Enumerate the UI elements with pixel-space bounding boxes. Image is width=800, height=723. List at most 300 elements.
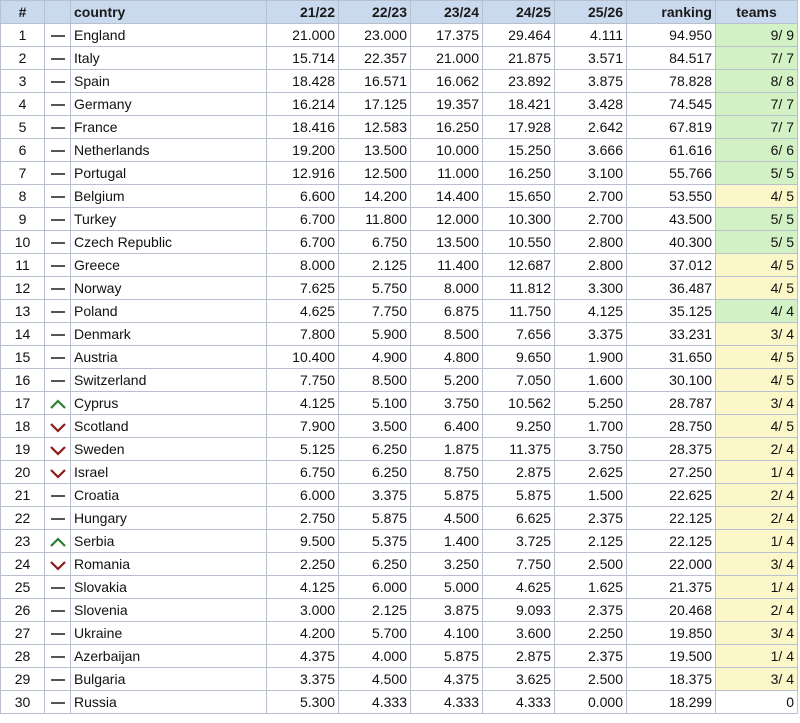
- teams-cell: 4/ 5: [716, 185, 798, 208]
- ranking-cell: 18.375: [627, 668, 716, 691]
- country-name-cell[interactable]: Serbia: [71, 530, 267, 553]
- rank-number-cell: 19: [1, 438, 45, 461]
- trend-cell: [45, 553, 71, 576]
- country-name-cell[interactable]: Hungary: [71, 507, 267, 530]
- teams-cell: 2/ 4: [716, 484, 798, 507]
- country-name-cell[interactable]: Bulgaria: [71, 668, 267, 691]
- season-21-22-cell: 4.125: [267, 392, 339, 415]
- rank-number-cell: 16: [1, 369, 45, 392]
- trend-unchanged-icon: [49, 30, 67, 42]
- trend-cell: [45, 323, 71, 346]
- ranking-cell: 18.299: [627, 691, 716, 714]
- teams-cell: 7/ 7: [716, 116, 798, 139]
- season-25-26-cell: 2.375: [555, 599, 627, 622]
- season-24-25-cell: 10.300: [483, 208, 555, 231]
- season-24-25-cell: 9.093: [483, 599, 555, 622]
- country-name-cell[interactable]: France: [71, 116, 267, 139]
- season-24-25-cell: 15.250: [483, 139, 555, 162]
- table-row[interactable]: [1, 93, 798, 116]
- country-name-cell[interactable]: Croatia: [71, 484, 267, 507]
- teams-cell: 3/ 4: [716, 392, 798, 415]
- ranking-cell: 28.375: [627, 438, 716, 461]
- ranking-cell: 36.487: [627, 277, 716, 300]
- trend-unchanged-icon: [49, 76, 67, 88]
- season-23-24-cell: 16.062: [411, 70, 483, 93]
- country-name-cell[interactable]: Switzerland: [71, 369, 267, 392]
- season-25-26-cell: 3.428: [555, 93, 627, 116]
- table-row[interactable]: [1, 162, 798, 185]
- country-name-cell[interactable]: Denmark: [71, 323, 267, 346]
- header-ranking[interactable]: ranking: [627, 1, 716, 24]
- season-23-24-cell: 3.875: [411, 599, 483, 622]
- season-23-24-cell: 21.000: [411, 47, 483, 70]
- trend-unchanged-icon: [49, 513, 67, 525]
- season-24-25-cell: 6.625: [483, 507, 555, 530]
- season-21-22-cell: 4.125: [267, 576, 339, 599]
- ranking-cell: 28.750: [627, 415, 716, 438]
- season-24-25-cell: 18.421: [483, 93, 555, 116]
- table-row[interactable]: [1, 415, 798, 438]
- season-24-25-cell: 3.725: [483, 530, 555, 553]
- trend-down-icon: [49, 559, 67, 571]
- header-season-25-26[interactable]: 25/26: [555, 1, 627, 24]
- rank-number-cell: 20: [1, 461, 45, 484]
- ranking-cell: 21.375: [627, 576, 716, 599]
- trend-unchanged-icon: [49, 168, 67, 180]
- season-22-23-cell: 3.500: [339, 415, 411, 438]
- ranking-cell: 61.616: [627, 139, 716, 162]
- country-name-cell[interactable]: Netherlands: [71, 139, 267, 162]
- teams-cell: 7/ 7: [716, 47, 798, 70]
- rank-number-cell: 9: [1, 208, 45, 231]
- trend-cell: [45, 162, 71, 185]
- season-21-22-cell: 10.400: [267, 346, 339, 369]
- ranking-cell: 28.787: [627, 392, 716, 415]
- season-21-22-cell: 12.916: [267, 162, 339, 185]
- teams-cell: 5/ 5: [716, 162, 798, 185]
- teams-cell: 5/ 5: [716, 208, 798, 231]
- trend-down-icon: [49, 421, 67, 433]
- header-season-22-23[interactable]: 22/23: [339, 1, 411, 24]
- teams-cell: 4/ 5: [716, 346, 798, 369]
- season-21-22-cell: 7.625: [267, 277, 339, 300]
- trend-unchanged-icon: [49, 214, 67, 226]
- trend-cell: [45, 507, 71, 530]
- table-body: [1, 24, 798, 714]
- country-name-cell[interactable]: Czech Republic: [71, 231, 267, 254]
- table-row[interactable]: [1, 668, 798, 691]
- season-24-25-cell: 4.333: [483, 691, 555, 714]
- season-22-23-cell: 2.125: [339, 599, 411, 622]
- season-22-23-cell: 11.800: [339, 208, 411, 231]
- season-21-22-cell: 6.000: [267, 484, 339, 507]
- trend-unchanged-icon: [49, 651, 67, 663]
- table-row[interactable]: [1, 300, 798, 323]
- trend-cell: [45, 530, 71, 553]
- country-name-cell[interactable]: Norway: [71, 277, 267, 300]
- season-22-23-cell: 5.875: [339, 507, 411, 530]
- rank-number-cell: 17: [1, 392, 45, 415]
- rank-number-cell: 13: [1, 300, 45, 323]
- season-25-26-cell: 3.875: [555, 70, 627, 93]
- season-23-24-cell: 5.000: [411, 576, 483, 599]
- rank-number-cell: 3: [1, 70, 45, 93]
- teams-cell: 8/ 8: [716, 70, 798, 93]
- trend-cell: [45, 461, 71, 484]
- season-23-24-cell: 4.800: [411, 346, 483, 369]
- ranking-cell: 19.850: [627, 622, 716, 645]
- season-21-22-cell: 9.500: [267, 530, 339, 553]
- season-25-26-cell: 2.625: [555, 461, 627, 484]
- rank-number-cell: 6: [1, 139, 45, 162]
- teams-cell: 3/ 4: [716, 553, 798, 576]
- trend-unchanged-icon: [49, 605, 67, 617]
- table-row[interactable]: [1, 530, 798, 553]
- ranking-cell: 31.650: [627, 346, 716, 369]
- teams-cell: 4/ 5: [716, 277, 798, 300]
- season-23-24-cell: 5.200: [411, 369, 483, 392]
- teams-cell: 4/ 5: [716, 369, 798, 392]
- season-22-23-cell: 23.000: [339, 24, 411, 47]
- trend-cell: [45, 254, 71, 277]
- table-row[interactable]: [1, 231, 798, 254]
- ranking-cell: 33.231: [627, 323, 716, 346]
- ranking-cell: 84.517: [627, 47, 716, 70]
- season-23-24-cell: 16.250: [411, 116, 483, 139]
- table-row[interactable]: [1, 323, 798, 346]
- trend-cell: [45, 668, 71, 691]
- teams-cell: 1/ 4: [716, 645, 798, 668]
- table-row[interactable]: [1, 645, 798, 668]
- season-24-25-cell: 3.600: [483, 622, 555, 645]
- season-22-23-cell: 12.500: [339, 162, 411, 185]
- country-name-cell[interactable]: Greece: [71, 254, 267, 277]
- country-name-cell[interactable]: Spain: [71, 70, 267, 93]
- trend-cell: [45, 369, 71, 392]
- trend-unchanged-icon: [49, 145, 67, 157]
- table-row[interactable]: [1, 139, 798, 162]
- ranking-cell: 40.300: [627, 231, 716, 254]
- rank-number-cell: 14: [1, 323, 45, 346]
- ranking-cell: 22.125: [627, 530, 716, 553]
- teams-cell: 1/ 4: [716, 461, 798, 484]
- season-23-24-cell: 8.000: [411, 277, 483, 300]
- country-name-cell[interactable]: Russia: [71, 691, 267, 714]
- country-name-cell[interactable]: Cyprus: [71, 392, 267, 415]
- teams-cell: 6/ 6: [716, 139, 798, 162]
- ranking-cell: 22.125: [627, 507, 716, 530]
- rank-number-cell: 27: [1, 622, 45, 645]
- table-row[interactable]: [1, 116, 798, 139]
- season-25-26-cell: 4.111: [555, 24, 627, 47]
- season-22-23-cell: 5.100: [339, 392, 411, 415]
- header-season-21-22[interactable]: 21/22: [267, 1, 339, 24]
- season-22-23-cell: 6.250: [339, 553, 411, 576]
- trend-cell: [45, 47, 71, 70]
- teams-cell: 2/ 4: [716, 599, 798, 622]
- country-name-cell[interactable]: Romania: [71, 553, 267, 576]
- table-row[interactable]: [1, 484, 798, 507]
- rank-number-cell: 24: [1, 553, 45, 576]
- teams-cell: 4/ 5: [716, 415, 798, 438]
- teams-cell: 5/ 5: [716, 231, 798, 254]
- ranking-cell: 35.125: [627, 300, 716, 323]
- trend-unchanged-icon: [49, 53, 67, 65]
- ranking-cell: 20.468: [627, 599, 716, 622]
- season-25-26-cell: 3.666: [555, 139, 627, 162]
- season-25-26-cell: 2.800: [555, 231, 627, 254]
- trend-cell: [45, 691, 71, 714]
- trend-cell: [45, 300, 71, 323]
- trend-cell: [45, 576, 71, 599]
- season-23-24-cell: 14.400: [411, 185, 483, 208]
- season-21-22-cell: 4.625: [267, 300, 339, 323]
- rank-number-cell: 26: [1, 599, 45, 622]
- trend-unchanged-icon: [49, 352, 67, 364]
- country-name-cell[interactable]: Slovenia: [71, 599, 267, 622]
- ranking-cell: 94.950: [627, 24, 716, 47]
- season-24-25-cell: 17.928: [483, 116, 555, 139]
- table-row[interactable]: [1, 254, 798, 277]
- season-24-25-cell: 15.650: [483, 185, 555, 208]
- rank-number-cell: 11: [1, 254, 45, 277]
- season-23-24-cell: 6.400: [411, 415, 483, 438]
- season-22-23-cell: 4.333: [339, 691, 411, 714]
- country-name-cell[interactable]: Sweden: [71, 438, 267, 461]
- season-23-24-cell: 4.333: [411, 691, 483, 714]
- season-21-22-cell: 5.300: [267, 691, 339, 714]
- table-row[interactable]: [1, 691, 798, 714]
- season-25-26-cell: 1.500: [555, 484, 627, 507]
- season-21-22-cell: 16.214: [267, 93, 339, 116]
- season-23-24-cell: 4.100: [411, 622, 483, 645]
- season-22-23-cell: 5.750: [339, 277, 411, 300]
- rank-number-cell: 12: [1, 277, 45, 300]
- season-24-25-cell: 9.250: [483, 415, 555, 438]
- trend-cell: [45, 277, 71, 300]
- season-23-24-cell: 11.400: [411, 254, 483, 277]
- ranking-cell: 22.625: [627, 484, 716, 507]
- country-name-cell[interactable]: Austria: [71, 346, 267, 369]
- trend-cell: [45, 231, 71, 254]
- season-25-26-cell: 3.300: [555, 277, 627, 300]
- season-25-26-cell: 3.750: [555, 438, 627, 461]
- trend-cell: [45, 185, 71, 208]
- season-25-26-cell: 2.375: [555, 507, 627, 530]
- season-23-24-cell: 10.000: [411, 139, 483, 162]
- season-21-22-cell: 21.000: [267, 24, 339, 47]
- season-22-23-cell: 6.750: [339, 231, 411, 254]
- season-21-22-cell: 19.200: [267, 139, 339, 162]
- country-name-cell[interactable]: Israel: [71, 461, 267, 484]
- trend-cell: [45, 24, 71, 47]
- table-row[interactable]: [1, 553, 798, 576]
- season-23-24-cell: 11.000: [411, 162, 483, 185]
- season-24-25-cell: 7.656: [483, 323, 555, 346]
- season-21-22-cell: 6.600: [267, 185, 339, 208]
- header-season-24-25[interactable]: 24/25: [483, 1, 555, 24]
- country-name-cell[interactable]: Germany: [71, 93, 267, 116]
- season-21-22-cell: 15.714: [267, 47, 339, 70]
- trend-up-icon: [49, 398, 67, 410]
- trend-cell: [45, 645, 71, 668]
- header-row: [1, 1, 798, 24]
- season-22-23-cell: 13.500: [339, 139, 411, 162]
- season-23-24-cell: 1.875: [411, 438, 483, 461]
- trend-unchanged-icon: [49, 283, 67, 295]
- trend-cell: [45, 415, 71, 438]
- table-row[interactable]: [1, 507, 798, 530]
- trend-down-icon: [49, 444, 67, 456]
- table-row[interactable]: [1, 346, 798, 369]
- season-22-23-cell: 16.571: [339, 70, 411, 93]
- trend-unchanged-icon: [49, 628, 67, 640]
- season-25-26-cell: 2.500: [555, 668, 627, 691]
- rank-number-cell: 8: [1, 185, 45, 208]
- country-name-cell[interactable]: Portugal: [71, 162, 267, 185]
- season-22-23-cell: 5.700: [339, 622, 411, 645]
- season-25-26-cell: 1.700: [555, 415, 627, 438]
- season-25-26-cell: 2.700: [555, 185, 627, 208]
- teams-cell: 4/ 4: [716, 300, 798, 323]
- season-22-23-cell: 6.000: [339, 576, 411, 599]
- country-name-cell[interactable]: England: [71, 24, 267, 47]
- season-21-22-cell: 7.800: [267, 323, 339, 346]
- trend-unchanged-icon: [49, 697, 67, 709]
- rank-number-cell: 28: [1, 645, 45, 668]
- trend-unchanged-icon: [49, 674, 67, 686]
- header-teams[interactable]: teams: [716, 1, 798, 24]
- country-name-cell[interactable]: Scotland: [71, 415, 267, 438]
- season-21-22-cell: 6.750: [267, 461, 339, 484]
- season-24-25-cell: 9.650: [483, 346, 555, 369]
- header-country[interactable]: country: [71, 1, 267, 24]
- season-25-26-cell: 3.100: [555, 162, 627, 185]
- ranking-cell: 22.000: [627, 553, 716, 576]
- season-24-25-cell: 12.687: [483, 254, 555, 277]
- season-23-24-cell: 4.500: [411, 507, 483, 530]
- season-21-22-cell: 18.416: [267, 116, 339, 139]
- table-row[interactable]: [1, 392, 798, 415]
- season-24-25-cell: 11.812: [483, 277, 555, 300]
- table-row[interactable]: [1, 369, 798, 392]
- season-25-26-cell: 1.600: [555, 369, 627, 392]
- table-row[interactable]: [1, 185, 798, 208]
- teams-cell: 3/ 4: [716, 668, 798, 691]
- season-25-26-cell: 2.250: [555, 622, 627, 645]
- country-name-cell[interactable]: Slovakia: [71, 576, 267, 599]
- ranking-cell: 27.250: [627, 461, 716, 484]
- season-22-23-cell: 5.375: [339, 530, 411, 553]
- teams-cell: 7/ 7: [716, 93, 798, 116]
- table-row[interactable]: [1, 438, 798, 461]
- table-row[interactable]: [1, 47, 798, 70]
- season-25-26-cell: 2.642: [555, 116, 627, 139]
- trend-cell: [45, 484, 71, 507]
- trend-cell: [45, 116, 71, 139]
- season-21-22-cell: 18.428: [267, 70, 339, 93]
- season-23-24-cell: 8.500: [411, 323, 483, 346]
- rank-number-cell: 30: [1, 691, 45, 714]
- ranking-cell: 67.819: [627, 116, 716, 139]
- trend-cell: [45, 93, 71, 116]
- country-name-cell[interactable]: Turkey: [71, 208, 267, 231]
- ranking-cell: 78.828: [627, 70, 716, 93]
- season-24-25-cell: 3.625: [483, 668, 555, 691]
- season-24-25-cell: 11.375: [483, 438, 555, 461]
- season-22-23-cell: 7.750: [339, 300, 411, 323]
- country-name-cell[interactable]: Belgium: [71, 185, 267, 208]
- season-24-25-cell: 29.464: [483, 24, 555, 47]
- season-25-26-cell: 2.800: [555, 254, 627, 277]
- season-21-22-cell: 4.200: [267, 622, 339, 645]
- country-name-cell[interactable]: Italy: [71, 47, 267, 70]
- season-21-22-cell: 5.125: [267, 438, 339, 461]
- header-season-23-24[interactable]: 23/24: [411, 1, 483, 24]
- rank-number-cell: 25: [1, 576, 45, 599]
- season-23-24-cell: 17.375: [411, 24, 483, 47]
- season-22-23-cell: 4.900: [339, 346, 411, 369]
- season-23-24-cell: 6.875: [411, 300, 483, 323]
- teams-cell: 3/ 4: [716, 323, 798, 346]
- rank-number-cell: 1: [1, 24, 45, 47]
- trend-unchanged-icon: [49, 191, 67, 203]
- season-24-25-cell: 11.750: [483, 300, 555, 323]
- trend-cell: [45, 346, 71, 369]
- season-25-26-cell: 2.700: [555, 208, 627, 231]
- season-21-22-cell: 2.250: [267, 553, 339, 576]
- season-23-24-cell: 3.250: [411, 553, 483, 576]
- rank-number-cell: 15: [1, 346, 45, 369]
- season-24-25-cell: 10.562: [483, 392, 555, 415]
- trend-cell: [45, 70, 71, 93]
- season-23-24-cell: 19.357: [411, 93, 483, 116]
- season-24-25-cell: 4.625: [483, 576, 555, 599]
- country-name-cell[interactable]: Poland: [71, 300, 267, 323]
- trend-cell: [45, 599, 71, 622]
- table-row[interactable]: [1, 277, 798, 300]
- trend-up-icon: [49, 536, 67, 548]
- table-row[interactable]: [1, 70, 798, 93]
- trend-unchanged-icon: [49, 490, 67, 502]
- season-25-26-cell: 1.900: [555, 346, 627, 369]
- season-24-25-cell: 7.050: [483, 369, 555, 392]
- table-row[interactable]: [1, 576, 798, 599]
- season-22-23-cell: 2.125: [339, 254, 411, 277]
- header-rank-number[interactable]: #: [1, 1, 45, 24]
- season-24-25-cell: 10.550: [483, 231, 555, 254]
- trend-down-icon: [49, 467, 67, 479]
- table-row[interactable]: [1, 24, 798, 47]
- country-name-cell[interactable]: Azerbaijan: [71, 645, 267, 668]
- season-24-25-cell: 5.875: [483, 484, 555, 507]
- table-row[interactable]: [1, 208, 798, 231]
- ranking-cell: 74.545: [627, 93, 716, 116]
- trend-cell: [45, 392, 71, 415]
- season-22-23-cell: 6.250: [339, 438, 411, 461]
- ranking-cell: 43.500: [627, 208, 716, 231]
- teams-cell: 2/ 4: [716, 507, 798, 530]
- season-22-23-cell: 4.500: [339, 668, 411, 691]
- season-25-26-cell: 2.375: [555, 645, 627, 668]
- season-22-23-cell: 14.200: [339, 185, 411, 208]
- country-name-cell[interactable]: Ukraine: [71, 622, 267, 645]
- table-row[interactable]: [1, 622, 798, 645]
- table-row[interactable]: [1, 461, 798, 484]
- season-23-24-cell: 5.875: [411, 484, 483, 507]
- table-row[interactable]: [1, 599, 798, 622]
- season-23-24-cell: 3.750: [411, 392, 483, 415]
